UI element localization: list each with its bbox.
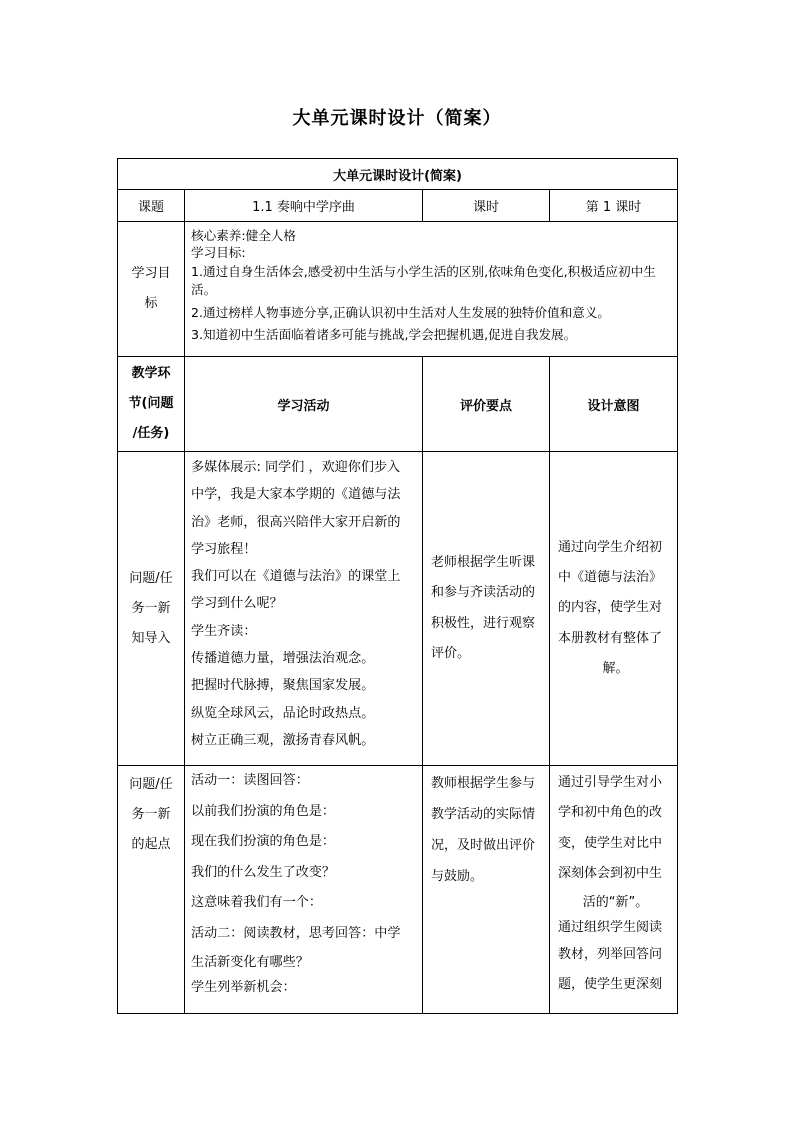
design-line: 的内容，使学生对: [558, 600, 663, 616]
activity-line: 我们的什么发生了改变？: [191, 864, 336, 880]
activity-line: 我们可以在《道德与法治》的课堂上: [191, 569, 401, 585]
design-line: 通过引导学生对小: [558, 775, 663, 790]
evaluation-line: 老师根据学生听课: [431, 554, 536, 570]
stage-line: 知导入: [131, 630, 171, 646]
evaluation-line: 积极性，进行观察: [431, 615, 536, 631]
design-cell: [550, 766, 678, 1014]
design-line: 教材，列举回答问: [558, 946, 663, 962]
activity-line: 学习旅程！: [191, 541, 257, 557]
lesson-label: 课题: [118, 190, 185, 222]
activity-column-header: 学习活动: [185, 357, 423, 452]
stage-line: 务一新: [131, 600, 171, 616]
activity-line: 现在我们扮演的角色是：: [191, 834, 336, 850]
activity-line: 传播道德力量，增强法治观念。: [191, 651, 375, 667]
evaluation-line: 与鼓励。: [431, 869, 484, 884]
stage-column-header: [118, 357, 185, 452]
evaluation-cell: [423, 452, 550, 766]
evaluation-line: 和参与齐读活动的: [431, 585, 536, 601]
design-line: 变，使学生对比中: [558, 835, 663, 851]
objectives-content: [185, 222, 678, 357]
objective-item: 1.通过自身生活体会,感受初中生活与小学生活的区别,依味角色变化,积极适应初中生活。: [191, 263, 656, 298]
design-column-header: 设计意图: [550, 357, 678, 452]
activity-line: 纵览全球风云，品论时政热点。: [191, 705, 375, 721]
activity-line: 中学，我是大家本学期的《道德与法: [191, 487, 401, 503]
stage-cell: [118, 766, 185, 1014]
activity-line: 生活新变化有哪些？: [191, 954, 309, 970]
design-line: 活的“新”。: [582, 894, 649, 910]
evaluation-line: 教学活动的实际情: [431, 807, 536, 822]
activity-line: 把握时代脉搏，聚焦国家发展。: [191, 678, 375, 694]
activity-cell: [185, 766, 423, 1014]
page-title: 大单元课时设计（简案）: [292, 108, 502, 129]
core-literacy: 核心素养:健全人格: [191, 228, 296, 243]
evaluation-line: 况，及时做出评价: [431, 838, 536, 853]
activity-line: 以前我们扮演的角色是：: [191, 803, 336, 819]
lesson-plan-table: [117, 158, 678, 1014]
design-line: 深刻体会到初中生: [558, 866, 663, 882]
activity-cell: [185, 452, 423, 766]
activity-line: 活动二：阅读教材，思考回答：中学: [191, 925, 401, 941]
objectives-label: [118, 222, 185, 357]
stage-header-line: 节(问题: [128, 396, 174, 411]
activity-line: 多媒体展示: 同学们 ，欢迎你们步入: [191, 460, 401, 475]
stage-line: 问题/任: [129, 777, 173, 792]
evaluation-line: 教师根据学生参与: [431, 776, 536, 791]
objectives-label-line: 标: [144, 296, 158, 311]
lesson-title: 1.1 奏响中学序曲: [185, 190, 423, 222]
stage-line: 的起点: [131, 837, 171, 852]
evaluation-column-header: 评价要点: [423, 357, 550, 452]
activity-line: 树立正确三观，激扬青春风帆。: [191, 732, 375, 748]
table-row: [118, 766, 678, 1014]
stage-line: 务一新: [131, 807, 171, 822]
objective-item: 3.知道初中生活面临着诸多可能与挑战,学会把握机遇,促进自我发展。: [191, 327, 577, 343]
activity-line: 学生列举新机会：: [191, 979, 296, 995]
objectives-heading: 学习目标:: [191, 245, 246, 261]
objective-item: 2.通过榜样人物事迹分享,正确认识初中生活对人生发展的独特价值和意义。: [191, 304, 611, 320]
table-row: [118, 452, 678, 766]
stage-header-line: /任务): [132, 426, 170, 441]
activity-line: 这意味着我们有一个：: [191, 895, 322, 911]
stage-header-line: 教学环: [131, 366, 171, 381]
evaluation-line: 评价。: [431, 645, 471, 661]
design-line: 中《道德与法治》: [558, 570, 663, 586]
design-line: 通过组织学生阅读: [558, 919, 663, 935]
design-line: 本册教材有整体了: [558, 630, 663, 646]
activity-line: 学生齐读：: [191, 623, 257, 639]
activity-line: 治》老师，很高兴陪伴大家开启新的: [191, 514, 401, 530]
design-line: 题，使学生更深刻: [558, 977, 663, 993]
activity-line: 学习到什么呢？: [191, 596, 283, 612]
activity-line: 活动一：读图回答：: [191, 773, 309, 788]
design-line: 通过向学生介绍初: [558, 539, 663, 555]
design-cell: [550, 452, 678, 766]
objectives-label-line: 学习目: [131, 266, 171, 281]
stage-cell: [118, 452, 185, 766]
period-label: 课时: [423, 190, 550, 222]
stage-line: 问题/任: [129, 570, 173, 586]
design-line: 学和初中角色的改: [558, 805, 663, 821]
design-line: 解。: [602, 660, 629, 676]
period-value: 第 1 课时: [550, 190, 678, 222]
evaluation-cell: [423, 766, 550, 1014]
table-header: 大单元课时设计(简案): [118, 159, 678, 190]
